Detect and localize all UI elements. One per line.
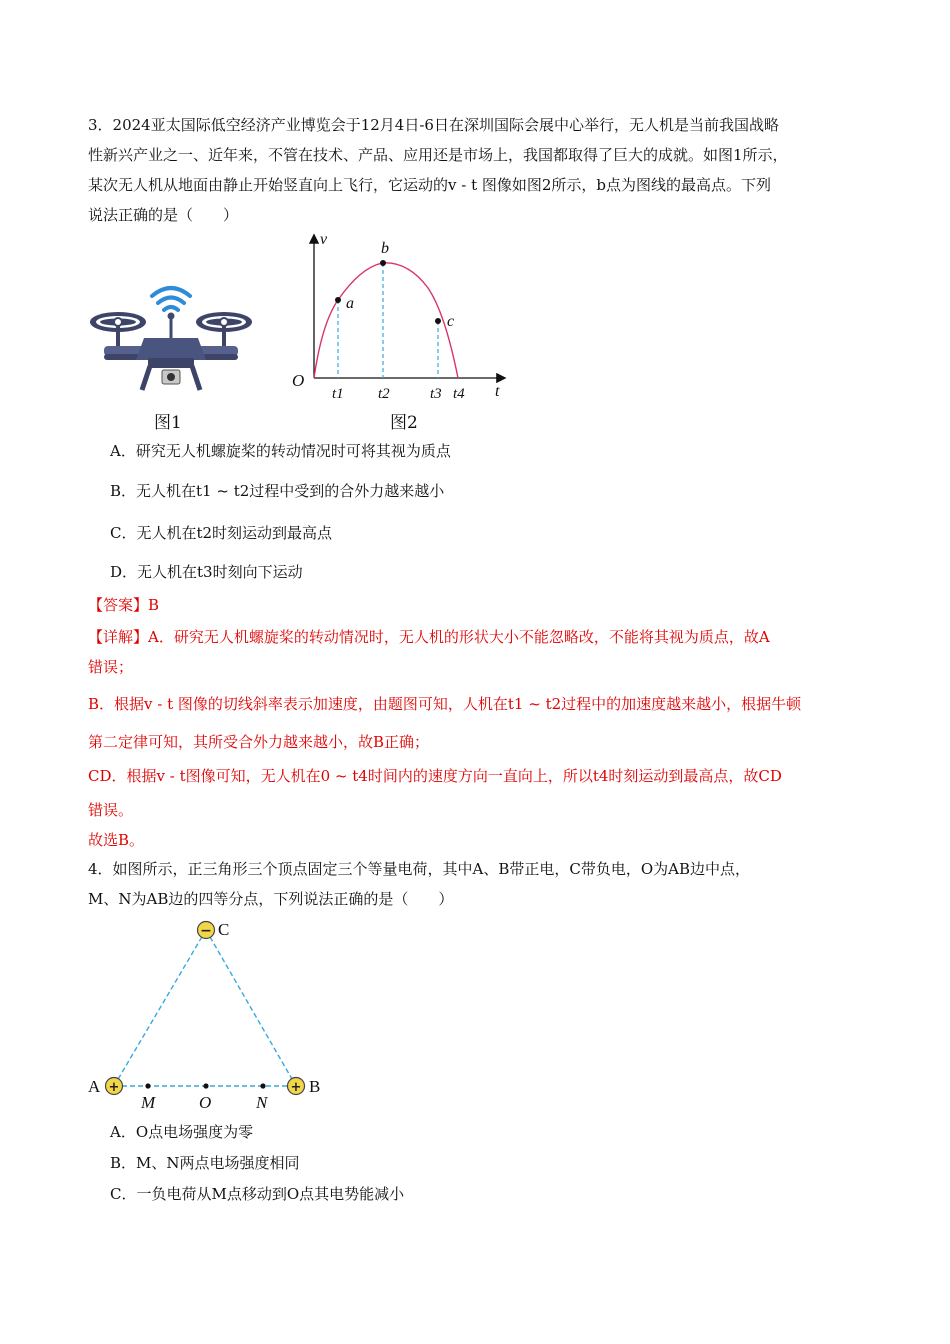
q4-stem-line-1: 4．如图所示，正三角形三个顶点固定三个等量电荷，其中A、B带正电，C带负电，O为AB边中点， [88,860,751,878]
q3-option-c: C．无人机在t2时刻运动到最高点 [110,524,333,542]
q4-stem-line-2: M、N为AB边的四等分点，下列说法正确的是（ ） [88,890,454,908]
label-b: b [381,240,389,257]
label-m: M [141,1093,156,1112]
q3-option-a: A．研究无人机螺旋桨的转动情况时可将其视为质点 [110,442,451,460]
label-o: O [199,1093,212,1112]
charge-b [288,1078,305,1096]
q3-stem-line-2: 性新兴产业之一、近年来，不管在技术、产品、应用还是市场上，我国都取得了巨大的成就。如图1所示， [88,146,788,164]
q3-detail-line-6: 错误。 [88,801,134,819]
tick-t4: t4 [453,386,465,402]
q3-detail-line-1: 【详解】A．研究无人机螺旋桨的转动情况时，无人机的形状大小不能忽略改，不能将其视为质点，故A [88,628,770,646]
label-n: N [256,1093,268,1112]
side-cb [206,930,296,1086]
svg-text:+: + [108,1080,120,1095]
charge-a [106,1078,123,1096]
q3-option-d: D．无人机在t3时刻向下运动 [110,563,303,581]
drone-figure [86,278,266,398]
point-b [380,260,386,266]
axis-v-label: v [320,231,328,248]
q3-option-b: B．无人机在t1 ~ t2过程中受到的合外力越来越小 [110,482,445,500]
q3-detail-line-3: B．根据v - t 图像的切线斜率表示加速度，由题图可知，人机在t1 ~ t2过程中的加速度越来越小，根据牛顿 [88,695,802,713]
q3-stem-line-4: 说法正确的是（ ） [88,206,239,224]
tick-t3: t3 [430,386,442,402]
origin-label: O [292,371,305,390]
q3-answer: 【答案】B [88,596,160,614]
q3-detail-line-2: 错误； [88,658,134,676]
q4-option-c: C．一负电荷从M点移动到O点其电势能减小 [110,1185,405,1203]
charge-c [198,922,215,940]
point-o [203,1083,208,1088]
svg-text:+: + [290,1080,302,1095]
q3-detail-line-5: CD．根据v - t图像可知，无人机在0 ~ t4时间内的速度方向一直向上，所以t4时刻运动到最高点，故CD [88,767,782,785]
point-n [260,1083,265,1088]
fig2-caption: 图2 [390,413,418,433]
point-a [335,297,341,303]
q3-stem-line-3: 某次无人机从地面由静止开始竖直向上飞行，它运动的v - t 图像如图2所示，b点为图线的最高点。下列 [88,176,772,194]
q4-option-b: B．M、N两点电场强度相同 [110,1154,300,1172]
side-ca [114,930,206,1086]
label-c: c [447,313,455,330]
vt-graph [290,228,520,408]
svg-text:−: − [200,923,212,939]
q3-stem-line-1: 3．2024亚太国际低空经济产业博览会于12月4日-6日在深圳国际会展中心举行，无人机是当前我国战略 [88,116,779,134]
point-m [145,1083,150,1088]
label-b: B [309,1077,321,1096]
label-c: C [218,920,230,939]
point-c [435,318,441,324]
tick-t1: t1 [332,386,344,402]
tick-t2: t2 [378,386,390,402]
charge-triangle-figure [86,915,336,1115]
wifi-signal-icon [152,288,190,310]
q4-option-a: A．O点电场强度为零 [110,1123,254,1141]
q3-detail-line-4: 第二定律可知，其所受合外力越来越小，故B正确； [88,733,430,751]
label-a: A [88,1077,101,1096]
axis-t-label: t [495,383,500,400]
label-a: a [346,295,354,312]
fig1-caption: 图1 [154,413,182,433]
q3-detail-line-7: 故选B。 [88,831,145,849]
